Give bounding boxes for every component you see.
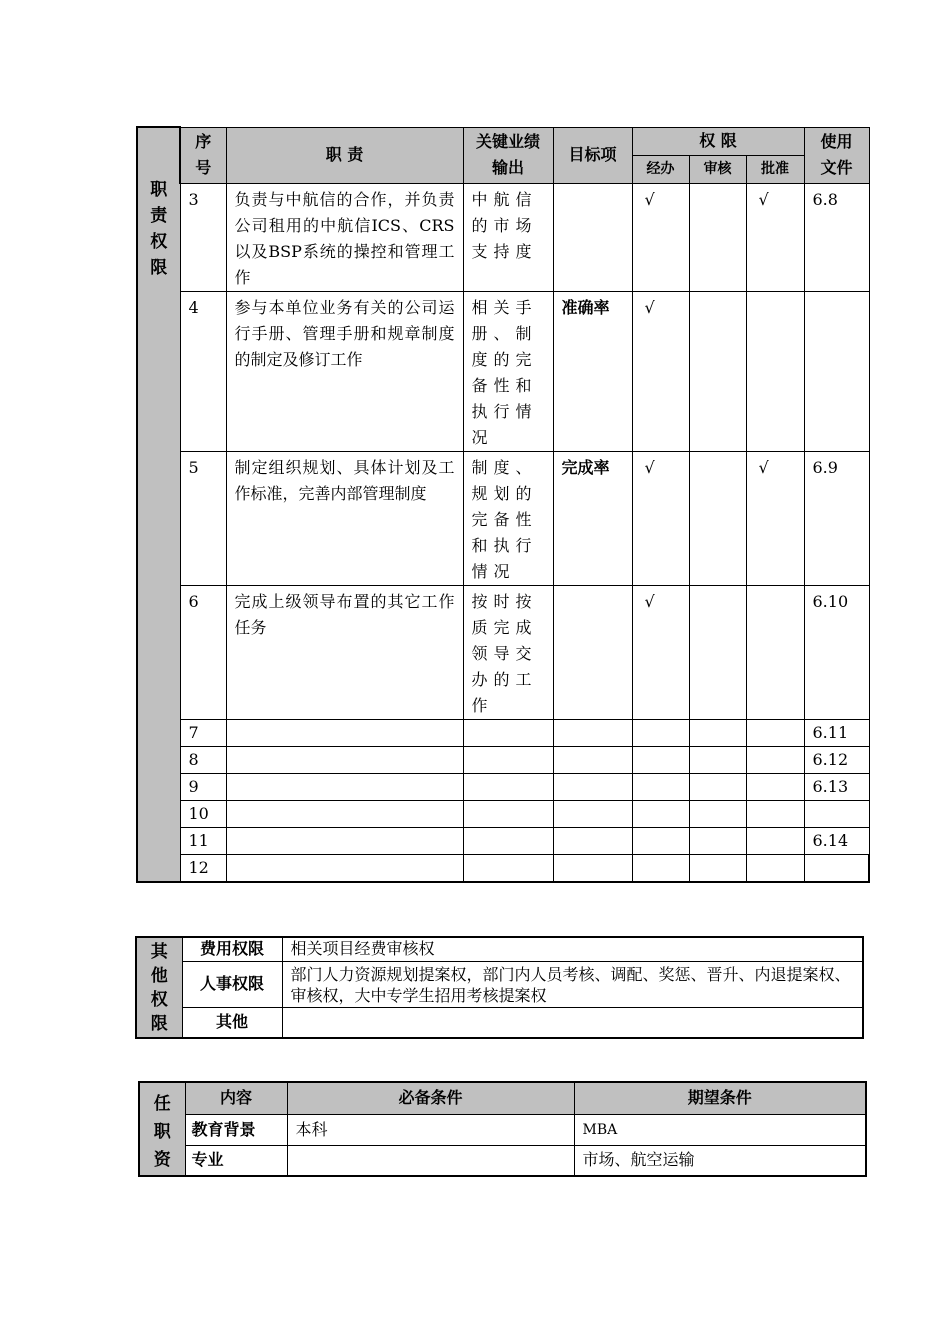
approve-check [746,291,804,451]
table-row [137,291,869,451]
review-check [689,585,746,719]
side-label: 任职资 [153,1094,171,1170]
side-label-cell [137,127,180,183]
auth-col-review: 审核 [689,155,746,183]
side-column [139,1082,185,1176]
side-label: 其他权限 [150,941,168,1034]
target-header: 目标项 [553,127,632,183]
kpi-cell: 中航信的市场支持度 [463,183,553,291]
duty-cell: 完成上级领导布置的其它工作任务 [226,585,463,719]
seq-header: 序号 [180,127,226,183]
doc-cell: 6.9 [804,451,869,585]
review-check [689,183,746,291]
duty-cell: 参与本单位业务有关的公司运行手册、管理手册和规章制度的制定及修订工作 [226,291,463,451]
row-label: 专业 [185,1145,287,1176]
table-row [137,773,869,800]
qualification-table [138,1081,867,1177]
doc-cell [804,291,869,451]
row-number: 6 [180,585,226,719]
doc-cell: 6.13 [804,773,869,800]
target-cell [553,585,632,719]
doc-cell [804,800,869,827]
required-cell: 本科 [287,1114,574,1145]
do-check: √ [632,451,689,585]
side-column [137,180,180,882]
row-number: 12 [180,854,226,882]
doc-cell: 6.8 [804,183,869,291]
row-number: 7 [180,719,226,746]
kpi-header: 关键业绩输出 [463,127,553,183]
row-value: 相关项目经费审核权 [282,937,863,961]
kpi-cell: 按时按质完成领导交办的工作 [463,585,553,719]
doc-cell: 6.11 [804,719,869,746]
doc-cell: 6.12 [804,746,869,773]
row-value [282,1007,863,1038]
kpi-cell: 制度、规划的完备性和执行情况 [463,451,553,585]
table-row [137,585,869,719]
side-column [136,937,182,1038]
table-row [137,746,869,773]
duty-cell: 负责与中航信的合作，并负责公司租用的中航信ICS、CRS以及BSP系统的操控和管理工作 [226,183,463,291]
row-label: 人事权限 [182,961,282,1007]
row-number: 3 [180,183,226,291]
row-number: 5 [180,451,226,585]
target-cell: 完成率 [553,451,632,585]
table-row [137,719,869,746]
doc-cell: 6.10 [804,585,869,719]
row-value: 部门人力资源规划提案权，部门内人员考核、调配、奖惩、晋升、内退提案权、审核权，大中专学生招用考核提案权 [282,961,863,1007]
duty-header: 职 责 [226,127,463,183]
side-label: 职责权限 [150,180,168,278]
row-number: 4 [180,291,226,451]
approve-check: √ [746,451,804,585]
doc-cell [804,854,869,882]
review-check [689,451,746,585]
table-row [137,183,869,291]
review-check [689,291,746,451]
authority-header: 权 限 [632,127,804,155]
doc-cell: 6.14 [804,827,869,854]
table-row [137,854,869,882]
auth-col-do: 经办 [632,155,689,183]
kpi-cell: 相关手册、制度的完备性和执行情况 [463,291,553,451]
duties-authority-table [136,126,870,883]
row-label: 其他 [182,1007,282,1038]
row-number: 10 [180,800,226,827]
table-row [137,800,869,827]
required-header: 必备条件 [287,1082,574,1114]
table-row [137,451,869,585]
auth-col-approve: 批准 [746,155,804,183]
table-row [137,827,869,854]
required-cell [287,1145,574,1176]
doc-header: 使用文件 [804,127,869,183]
row-number: 9 [180,773,226,800]
expected-cell: MBA [574,1114,866,1145]
target-cell: 准确率 [553,291,632,451]
expected-header: 期望条件 [574,1082,866,1114]
row-number: 8 [180,746,226,773]
do-check: √ [632,183,689,291]
content-header: 内容 [185,1082,287,1114]
other-authority-table [135,936,864,1039]
approve-check [746,585,804,719]
expected-cell: 市场、航空运输 [574,1145,866,1176]
duty-cell: 制定组织规划、具体计划及工作标准，完善内部管理制度 [226,451,463,585]
row-label: 费用权限 [182,937,282,961]
approve-check: √ [746,183,804,291]
do-check: √ [632,585,689,719]
row-number: 11 [180,827,226,854]
row-label: 教育背景 [185,1114,287,1145]
target-cell [553,183,632,291]
do-check: √ [632,291,689,451]
